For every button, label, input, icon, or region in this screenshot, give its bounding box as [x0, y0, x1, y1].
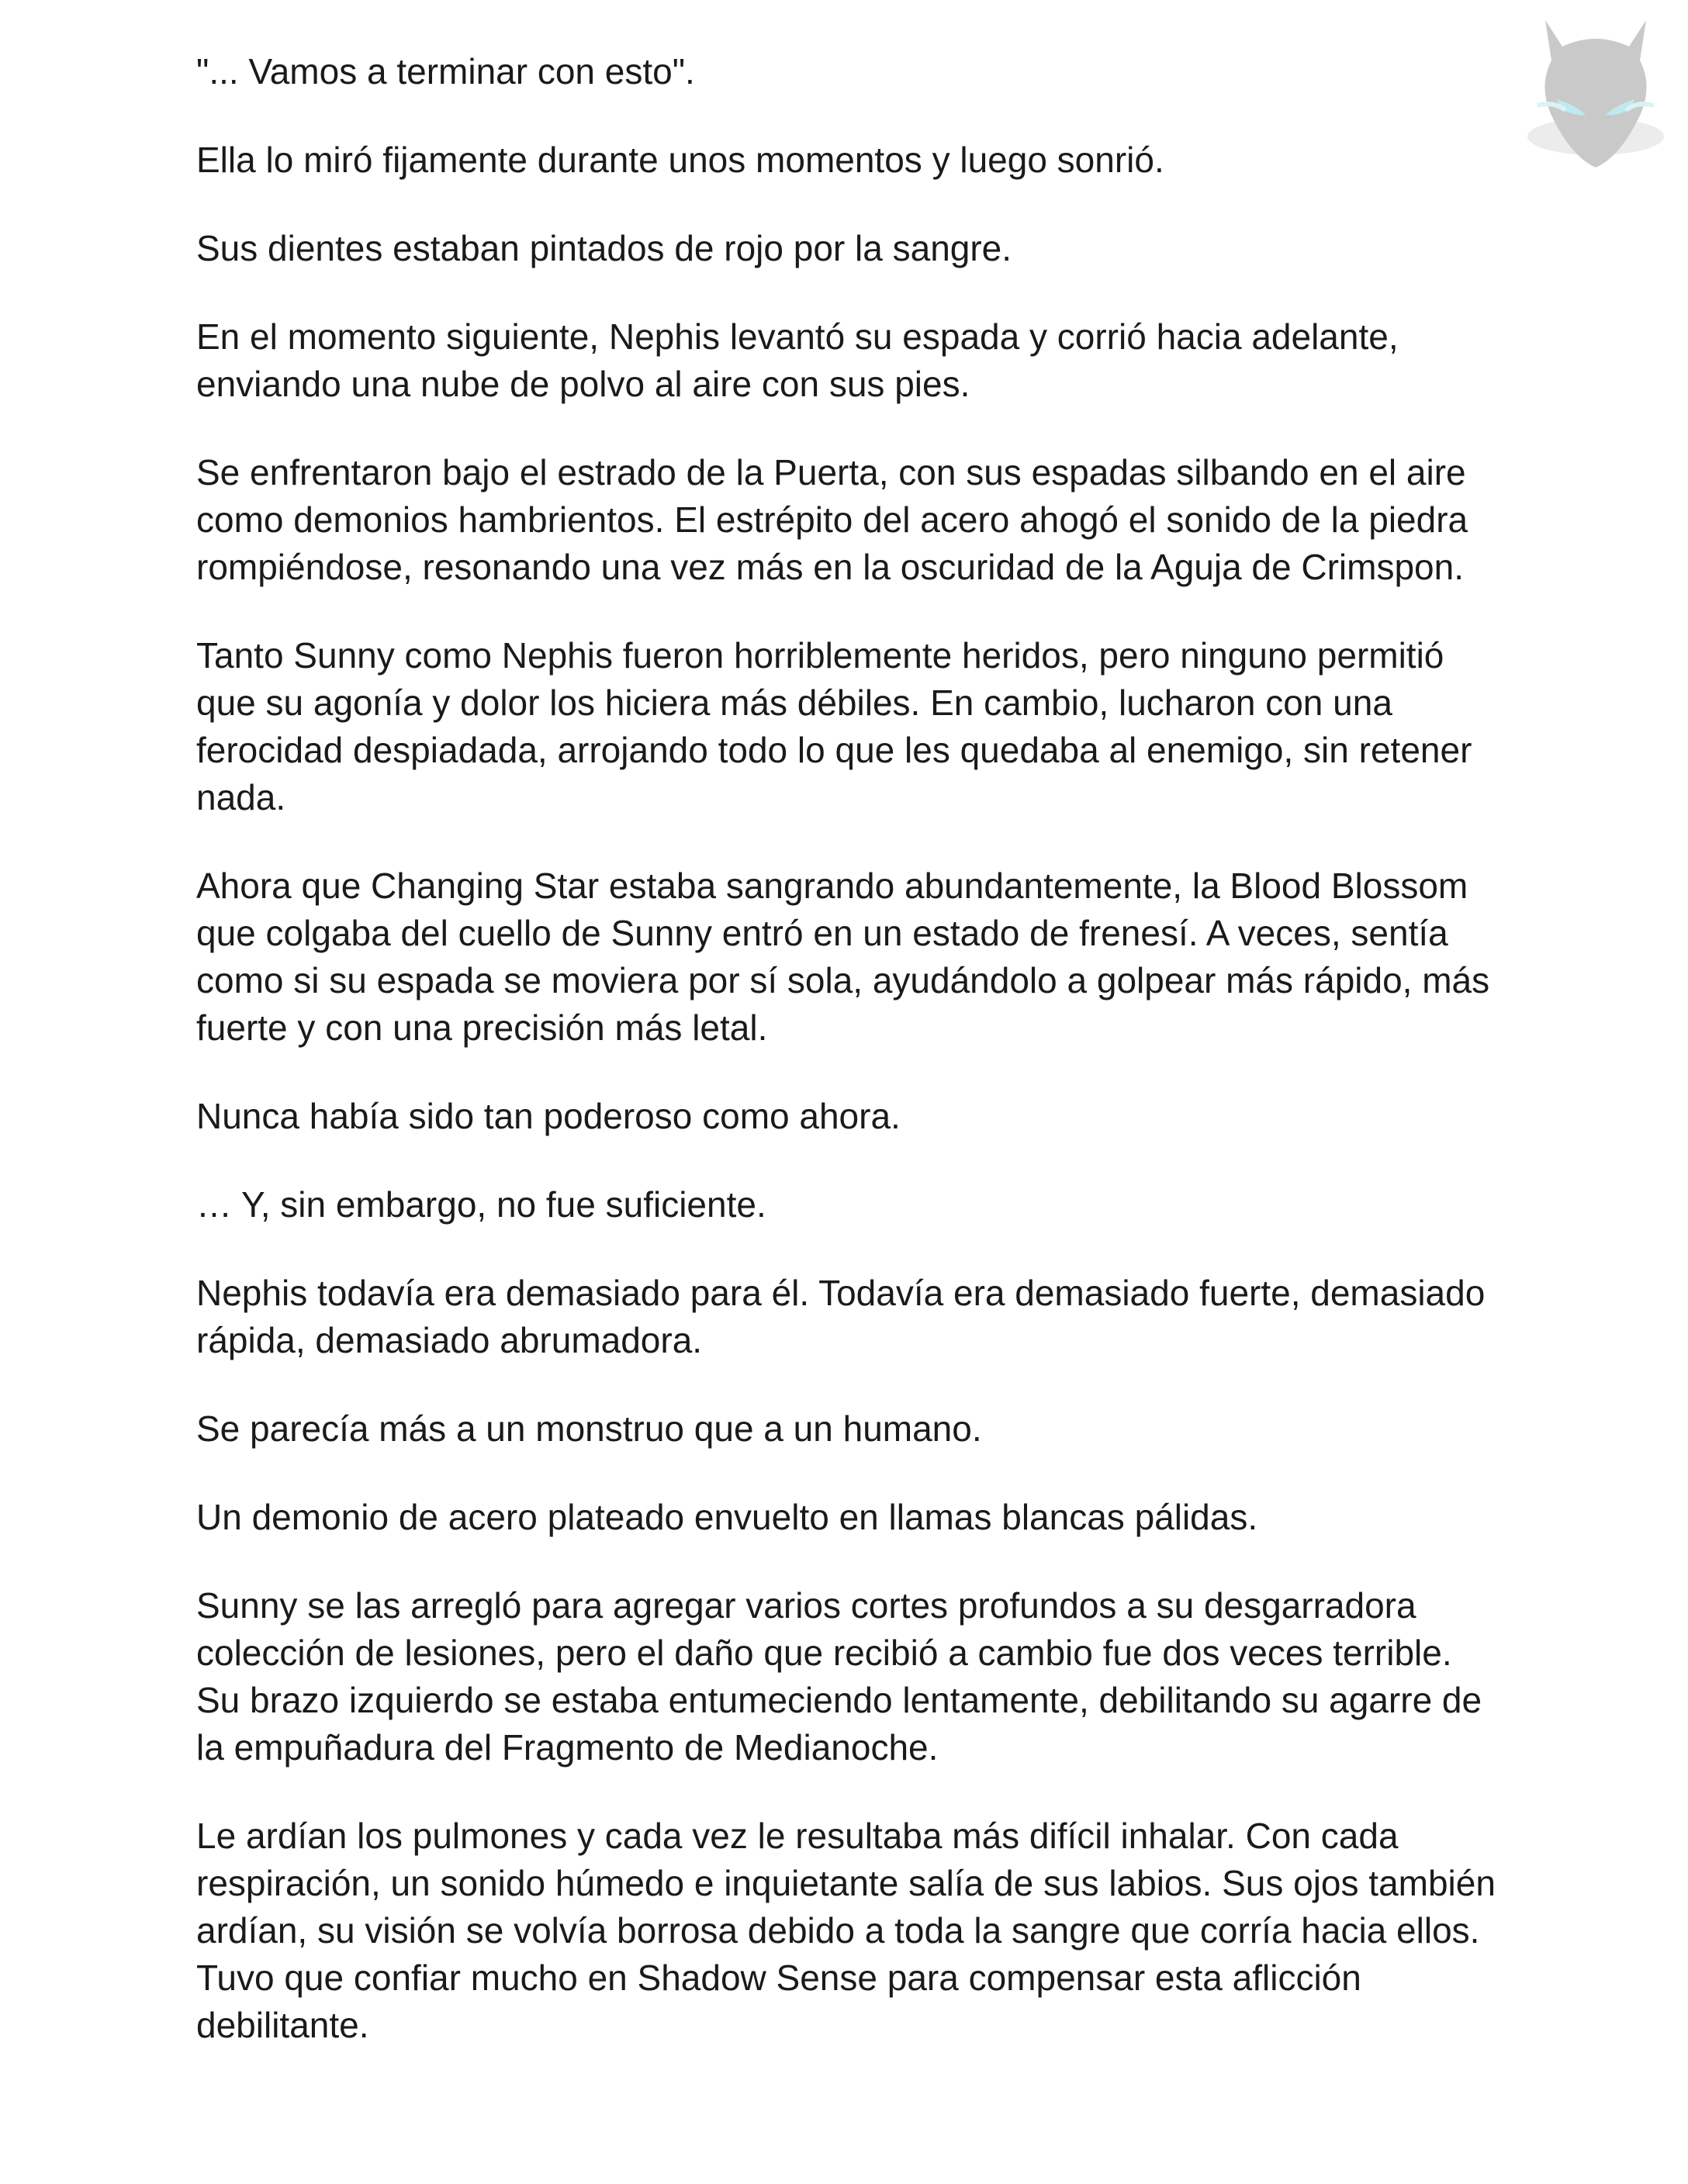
- paragraph: Sus dientes estaban pintados de rojo por la sangre.: [196, 228, 1012, 268]
- paragraph: Ahora que Changing Star estaba sangrando abundantemente, la Blood Blossom que colgaba del cuello de Sunny entró en un estado de frenesí. A veces, sentía como si su espada se moviera por sí sola, ayudándolo a golpear más rápido, más fuerte y con una precisión más letal.: [196, 866, 1490, 1048]
- document-body: [196, 48, 1499, 2090]
- paragraph: Tanto Sunny como Nephis fueron horriblemente heridos, pero ninguno permitió que su agonía y dolor los hiciera más débiles. En cambio, lucharon con una ferocidad despiadada, arrojando todo lo que les quedaba al enemigo, sin retener nada.: [196, 635, 1472, 817]
- paragraph: En el momento siguiente, Nephis levantó su espada y corrió hacia adelante, enviando una nube de polvo al aire con sus pies.: [196, 316, 1399, 404]
- paragraph: Un demonio de acero plateado envuelto en llamas blancas pálidas.: [196, 1497, 1258, 1537]
- demon-mask-icon: [1522, 14, 1669, 181]
- paragraph: Nunca había sido tan poderoso como ahora.: [196, 1096, 901, 1136]
- paragraph: … Y, sin embargo, no fue suficiente.: [196, 1184, 766, 1225]
- paragraph: Se enfrentaron bajo el estrado de la Puerta, con sus espadas silbando en el aire como demonios hambrientos. El estrépito del acero ahogó el sonido de la piedra rompiéndose, resonando una vez más en la oscuridad de la Aguja de Crimspon.: [196, 452, 1468, 587]
- paragraph: "... Vamos a terminar con esto".: [196, 51, 695, 92]
- paragraph: Le ardían los pulmones y cada vez le resultaba más difícil inhalar. Con cada respiración, un sonido húmedo e inquietante salía de sus labios. Sus ojos también ardían, su visión se volvía borrosa debido a toda la sangre que corría hacia ellos. Tuvo que confiar mucho en Shadow Sense para compensar esta aflicción debilitante.: [196, 1816, 1496, 2045]
- paragraph: Se parecía más a un monstruo que a un humano.: [196, 1408, 982, 1449]
- paragraph: Ella lo miró fijamente durante unos momentos y luego sonrió.: [196, 140, 1164, 180]
- paragraph: Sunny se las arregló para agregar varios cortes profundos a su desgarradora colección de lesiones, pero el daño que recibió a cambio fue dos veces terrible. Su brazo izquierdo se estaba entumeciendo lentamente, debilitando su agarre de la empuñadura del Fragmento de Medianoche.: [196, 1585, 1482, 1768]
- paragraph: Nephis todavía era demasiado para él. Todavía era demasiado fuerte, demasiado rápida, demasiado abrumadora.: [196, 1273, 1486, 1360]
